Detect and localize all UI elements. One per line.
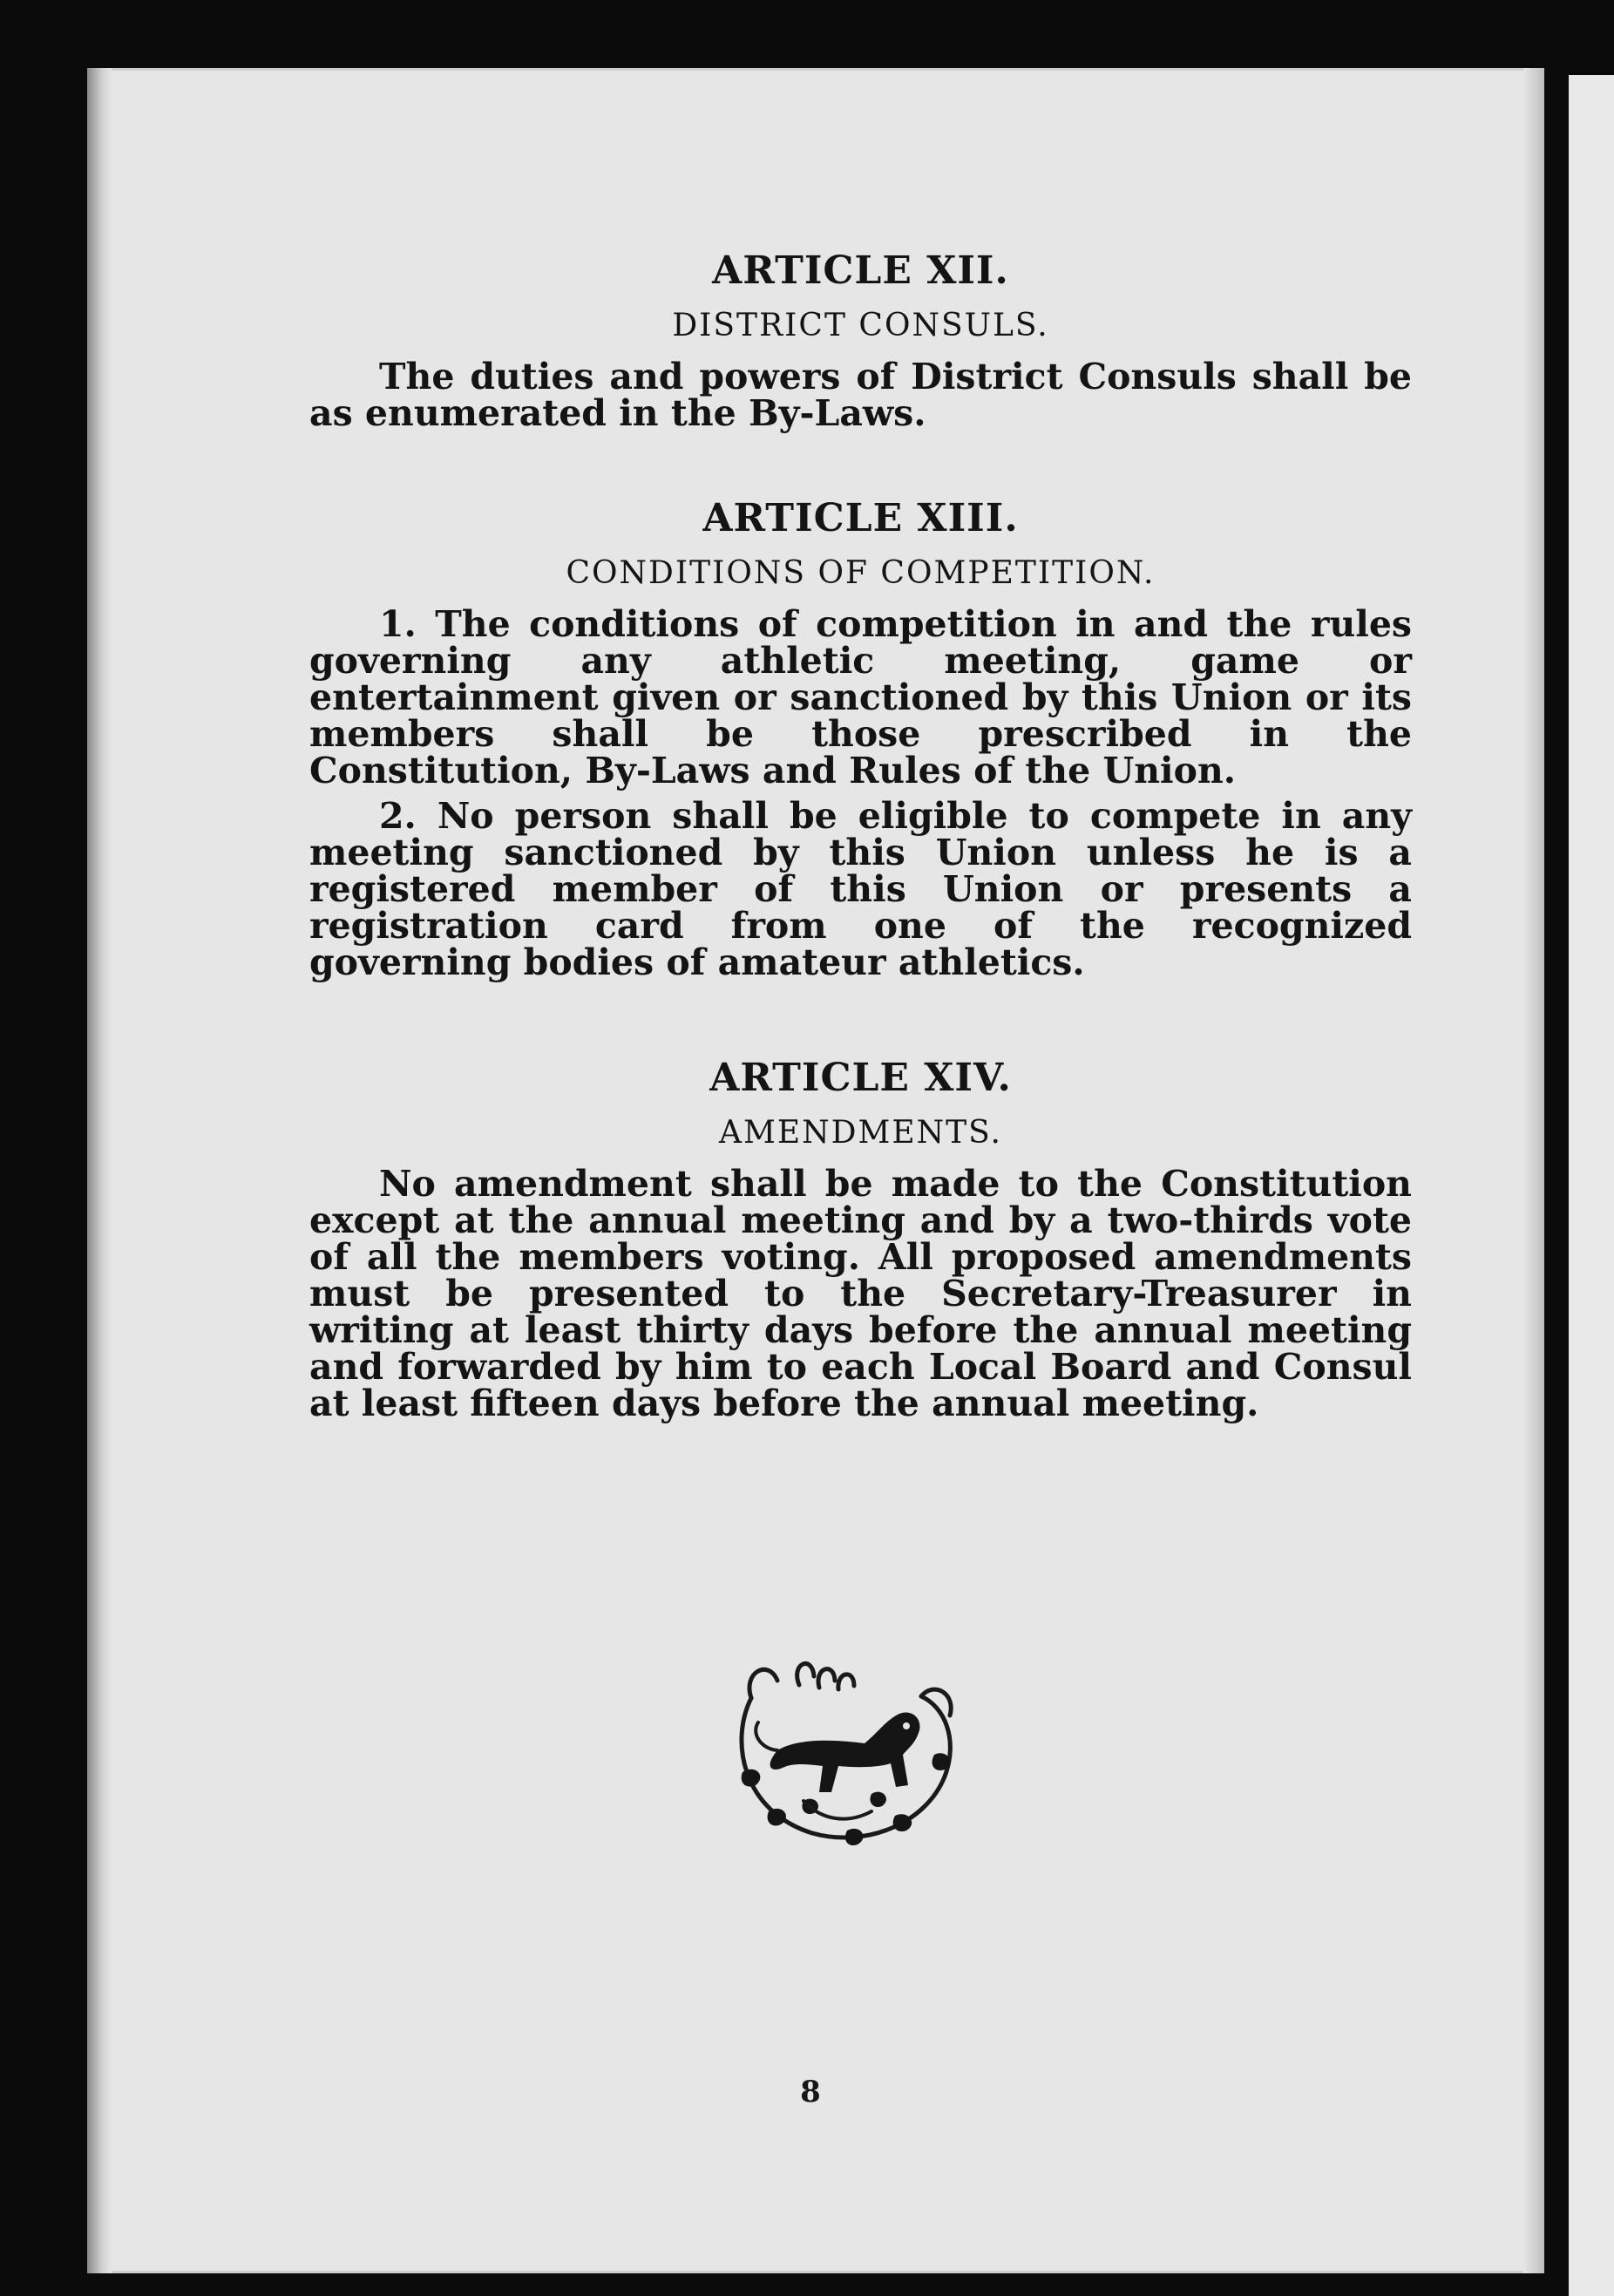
page-text-column [309, 248, 1412, 1422]
page-binding-edge [87, 68, 112, 2273]
article-subtitle: DISTRICT CONSULS. [672, 307, 1049, 343]
article-title: ARTICLE XII. [712, 248, 1009, 293]
article-paragraph: 1. The conditions of competition in and the rules governing any athletic meeting, game or entertainment given or sanctioned by this Union or its members shall be those prescribed in the Constitution, By-Laws and Rules of the Union. [309, 602, 1412, 791]
article-xiii [309, 496, 1412, 981]
article-subtitle: CONDITIONS OF COMPETITION. [566, 554, 1156, 591]
article-subtitle: AMENDMENTS. [719, 1114, 1002, 1151]
page-right-edge [1523, 68, 1544, 2273]
article-paragraph: 2. No person shall be eligible to compete in any meeting sanctioned by this Union unless he is a registered member of this Union or presents a registration card from one of the recognized governing bodies of amateur athletics. [309, 794, 1412, 983]
facing-page-strip [1569, 75, 1614, 2296]
article-title: ARTICLE XIV. [709, 1055, 1012, 1100]
article-paragraph: No amendment shall be made to the Constitution except at the annual meeting and by a two-thirds vote of all the members voting. All proposed amendments must be presented to the Secretary-Treasurer in writing at least thirty days before the annual meeting and forwarded by him to each Local Board and Consul at least fifteen days before the annual meeting. [309, 1162, 1412, 1424]
article-xiv [309, 1056, 1412, 1422]
article-paragraph: The duties and powers of District Consuls shall be as enumerated in the By-Laws. [309, 355, 1412, 434]
page-number: 8 [800, 2075, 821, 2109]
article-xii [309, 248, 1412, 434]
lion-vine-emblem-icon [716, 1646, 978, 1855]
article-title: ARTICLE XIII. [702, 495, 1019, 540]
